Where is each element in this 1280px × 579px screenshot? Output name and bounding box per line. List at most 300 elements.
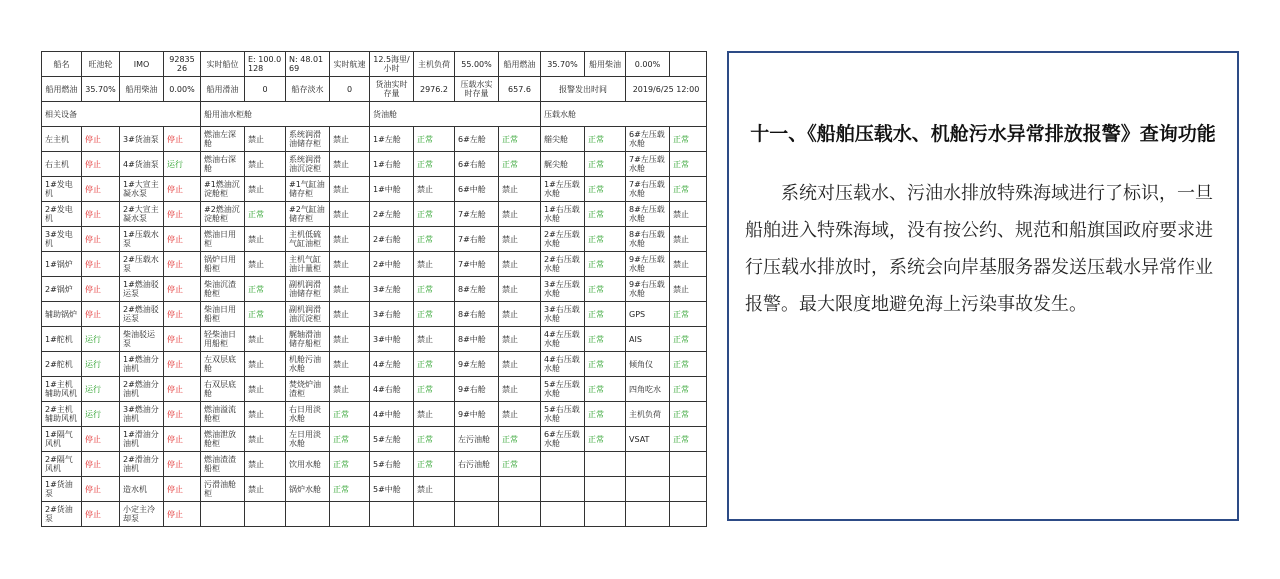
item-name-cell: 1#隔气风机 — [42, 427, 82, 452]
item-name-cell: 9#左压载水舱 — [626, 252, 670, 277]
status-cell: 禁止 — [499, 352, 541, 377]
status-cell: 禁止 — [670, 252, 707, 277]
status-cell: 停止 — [164, 377, 201, 402]
item-name-cell: AIS — [626, 327, 670, 352]
item-name-cell: 4#右压载水舱 — [541, 352, 585, 377]
status-cell: 禁止 — [499, 302, 541, 327]
header-cell: 船用燃油 — [499, 52, 541, 77]
table-row — [42, 402, 707, 427]
item-name-cell: #2燃油沉淀舱柜 — [201, 202, 245, 227]
item-name-cell: 造水机 — [120, 477, 164, 502]
header-row — [42, 52, 707, 77]
section-header-row — [42, 102, 707, 127]
status-cell: 正常 — [670, 327, 707, 352]
item-name-cell: 1#锅炉 — [42, 252, 82, 277]
item-name-cell: 7#中舱 — [455, 252, 499, 277]
ship-status-table — [41, 51, 707, 527]
item-name-cell: 7#右压载水舱 — [626, 177, 670, 202]
item-name-cell: 3#中舱 — [370, 327, 414, 352]
table-row — [42, 302, 707, 327]
status-cell: 正常 — [499, 427, 541, 452]
status-cell: 停止 — [164, 402, 201, 427]
item-name-cell: 1#燃油驳运泵 — [120, 277, 164, 302]
status-cell: 禁止 — [330, 252, 370, 277]
item-name-cell: 4#左舱 — [370, 352, 414, 377]
item-name-cell — [626, 452, 670, 477]
status-cell: 禁止 — [414, 477, 455, 502]
status-cell: 停止 — [164, 177, 201, 202]
ship-status-table-container — [41, 51, 706, 527]
status-cell: 运行 — [82, 402, 120, 427]
header-cell: 船用燃油 — [42, 77, 82, 102]
item-name-cell: 2#压载水泵 — [120, 252, 164, 277]
status-cell: 正常 — [499, 127, 541, 152]
status-cell — [330, 502, 370, 527]
status-cell: 禁止 — [414, 402, 455, 427]
item-name-cell: #1气缸油储存柜 — [286, 177, 330, 202]
item-name-cell: 左污油舱 — [455, 427, 499, 452]
item-name-cell: 2#燃油分油机 — [120, 377, 164, 402]
item-name-cell: 污滑油舱柜 — [201, 477, 245, 502]
item-name-cell: 左日用淡水舱 — [286, 427, 330, 452]
item-name-cell: 柴油驳运泵 — [120, 327, 164, 352]
item-name-cell: 1#货油泵 — [42, 477, 82, 502]
status-cell: 停止 — [82, 477, 120, 502]
status-cell: 停止 — [164, 227, 201, 252]
status-cell: 正常 — [670, 302, 707, 327]
item-name-cell: 柴油日用船柜 — [201, 302, 245, 327]
status-cell: 正常 — [670, 152, 707, 177]
item-name-cell — [370, 502, 414, 527]
table-row — [42, 277, 707, 302]
item-name-cell: 1#发电机 — [42, 177, 82, 202]
item-name-cell: 燃油日用柜 — [201, 227, 245, 252]
status-cell: 禁止 — [670, 227, 707, 252]
section-header: 货油舱 — [370, 102, 541, 127]
item-name-cell: 8#左压载水舱 — [626, 202, 670, 227]
item-name-cell: 7#左舱 — [455, 202, 499, 227]
status-cell: 禁止 — [499, 202, 541, 227]
item-name-cell: 5#左压载水舱 — [541, 377, 585, 402]
status-cell: 正常 — [585, 177, 626, 202]
status-cell: 禁止 — [499, 177, 541, 202]
status-cell — [499, 477, 541, 502]
item-name-cell: 5#中舱 — [370, 477, 414, 502]
item-name-cell: 1#左舱 — [370, 127, 414, 152]
status-cell: 正常 — [585, 202, 626, 227]
item-name-cell: 右日用淡水舱 — [286, 402, 330, 427]
header-cell — [670, 52, 707, 77]
item-name-cell: 焚烧炉油渣柜 — [286, 377, 330, 402]
item-name-cell: 3#右压载水舱 — [541, 302, 585, 327]
status-cell: 正常 — [414, 127, 455, 152]
status-cell: 正常 — [585, 427, 626, 452]
status-cell: 正常 — [245, 302, 286, 327]
item-name-cell — [541, 452, 585, 477]
item-name-cell: 轻柴油日用船柜 — [201, 327, 245, 352]
item-name-cell: 2#锅炉 — [42, 277, 82, 302]
status-cell — [670, 502, 707, 527]
status-cell: 停止 — [82, 152, 120, 177]
status-cell: 正常 — [330, 402, 370, 427]
status-cell: 正常 — [414, 227, 455, 252]
status-cell: 停止 — [164, 427, 201, 452]
header-cell: 12.5海里/小时 — [370, 52, 414, 77]
status-cell: 禁止 — [245, 127, 286, 152]
item-name-cell: 9#左舱 — [455, 352, 499, 377]
item-name-cell: 艉尖舱 — [541, 152, 585, 177]
status-cell: 停止 — [164, 327, 201, 352]
item-name-cell: 8#右舱 — [455, 302, 499, 327]
status-cell: 正常 — [414, 202, 455, 227]
status-cell: 正常 — [499, 152, 541, 177]
status-cell: 正常 — [670, 377, 707, 402]
item-name-cell: 机舱污油水舱 — [286, 352, 330, 377]
status-cell: 禁止 — [499, 402, 541, 427]
item-name-cell: 4#右舱 — [370, 377, 414, 402]
header-cell: 0.00% — [626, 52, 670, 77]
status-cell: 停止 — [164, 277, 201, 302]
status-cell: 停止 — [164, 127, 201, 152]
item-name-cell: 2#燃油驳运泵 — [120, 302, 164, 327]
table-row — [42, 327, 707, 352]
header-cell: 35.70% — [541, 52, 585, 77]
item-name-cell: 3#左压载水舱 — [541, 277, 585, 302]
item-name-cell: 辅助锅炉 — [42, 302, 82, 327]
item-name-cell: 四角吃水 — [626, 377, 670, 402]
item-name-cell: 燃油左深舱 — [201, 127, 245, 152]
item-name-cell: 燃油渣渣船柜 — [201, 452, 245, 477]
status-cell: 禁止 — [330, 327, 370, 352]
item-name-cell — [626, 502, 670, 527]
item-name-cell: 锅炉水舱 — [286, 477, 330, 502]
status-cell: 禁止 — [245, 327, 286, 352]
section-header: 压载水舱 — [541, 102, 707, 127]
header-cell: 船名 — [42, 52, 82, 77]
status-cell: 禁止 — [499, 227, 541, 252]
status-cell: 停止 — [82, 302, 120, 327]
status-cell: 正常 — [585, 252, 626, 277]
status-cell — [585, 477, 626, 502]
header-cell: 0 — [330, 77, 370, 102]
header-cell: 657.6 — [499, 77, 541, 102]
table-row — [42, 227, 707, 252]
status-cell: 正常 — [670, 127, 707, 152]
item-name-cell: #2气缸油储存柜 — [286, 202, 330, 227]
header-cell: 35.70% — [82, 77, 120, 102]
status-cell: 禁止 — [245, 252, 286, 277]
status-cell: 禁止 — [245, 377, 286, 402]
item-name-cell: 1#燃油分油机 — [120, 352, 164, 377]
item-name-cell: 2#右舱 — [370, 227, 414, 252]
item-name-cell — [455, 477, 499, 502]
item-name-cell: 2#隔气风机 — [42, 452, 82, 477]
item-name-cell: 7#右舱 — [455, 227, 499, 252]
header-cell: 2976.2 — [414, 77, 455, 102]
item-name-cell — [541, 477, 585, 502]
table-row — [42, 452, 707, 477]
item-name-cell: 4#左压载水舱 — [541, 327, 585, 352]
status-cell: 禁止 — [245, 227, 286, 252]
item-name-cell: 2#右压载水舱 — [541, 252, 585, 277]
table-row — [42, 177, 707, 202]
status-cell: 正常 — [414, 302, 455, 327]
item-name-cell: 燃油溢流舱柜 — [201, 402, 245, 427]
header-cell: 船存淡水 — [286, 77, 330, 102]
item-name-cell: 倾角仪 — [626, 352, 670, 377]
item-name-cell: 系统润滑油储存柜 — [286, 127, 330, 152]
status-cell: 运行 — [82, 352, 120, 377]
table-row — [42, 252, 707, 277]
item-name-cell: 系统润滑油沉淀柜 — [286, 152, 330, 177]
item-name-cell: 6#左压载水舱 — [626, 127, 670, 152]
item-name-cell: 柴油沉渣舱柜 — [201, 277, 245, 302]
item-name-cell: 主机负荷 — [626, 402, 670, 427]
item-name-cell: 2#大宣主凝水泵 — [120, 202, 164, 227]
item-name-cell: 3#货油泵 — [120, 127, 164, 152]
item-name-cell: 2#左舱 — [370, 202, 414, 227]
panel-description: 系统对压载水、污油水排放特殊海域进行了标识，一旦船舶进入特殊海域，没有按公约、规范和船旗国政府要求进行压载水排放时，系统会向岸基服务器发送压载水异常作业报警。最大限度地避免海上污染事故发生。 — [745, 183, 1213, 315]
item-name-cell: 2#舵机 — [42, 352, 82, 377]
status-cell: 正常 — [414, 377, 455, 402]
item-name-cell: 2#主机辅助风机 — [42, 402, 82, 427]
status-cell: 禁止 — [245, 177, 286, 202]
header-cell: 货油实时存量 — [370, 77, 414, 102]
status-cell: 运行 — [164, 152, 201, 177]
header-cell: IMO — [120, 52, 164, 77]
item-name-cell: 1#压载水泵 — [120, 227, 164, 252]
item-name-cell: #1燃油沉淀舱柜 — [201, 177, 245, 202]
feature-description-panel — [727, 51, 1239, 521]
item-name-cell: 2#货油泵 — [42, 502, 82, 527]
item-name-cell: 3#左舱 — [370, 277, 414, 302]
item-name-cell: 8#右压载水舱 — [626, 227, 670, 252]
item-name-cell: 主机低硫气缸油柜 — [286, 227, 330, 252]
item-name-cell: 左主机 — [42, 127, 82, 152]
status-cell: 停止 — [82, 502, 120, 527]
status-cell: 禁止 — [330, 377, 370, 402]
item-name-cell: 3#发电机 — [42, 227, 82, 252]
item-name-cell: 副机润滑油储存柜 — [286, 277, 330, 302]
table-row — [42, 352, 707, 377]
status-cell: 禁止 — [499, 377, 541, 402]
status-cell: 正常 — [585, 127, 626, 152]
status-cell: 禁止 — [499, 277, 541, 302]
item-name-cell: 主机气缸油计量柜 — [286, 252, 330, 277]
status-cell: 正常 — [585, 302, 626, 327]
status-cell: 正常 — [670, 177, 707, 202]
header-cell: E: 100.0128 — [245, 52, 286, 77]
item-name-cell: 1#中舱 — [370, 177, 414, 202]
item-name-cell: 1#舵机 — [42, 327, 82, 352]
header-cell: 2019/6/25 12:00 — [626, 77, 707, 102]
status-cell: 正常 — [585, 152, 626, 177]
item-name-cell: 6#中舱 — [455, 177, 499, 202]
header-cell: 船用柴油 — [585, 52, 626, 77]
item-name-cell: 5#右舱 — [370, 452, 414, 477]
status-cell: 停止 — [82, 252, 120, 277]
status-cell: 停止 — [82, 177, 120, 202]
status-cell: 停止 — [82, 277, 120, 302]
item-name-cell: 6#左压载水舱 — [541, 427, 585, 452]
table-row — [42, 377, 707, 402]
item-name-cell: 2#滑油分油机 — [120, 452, 164, 477]
item-name-cell: 锅炉日用船柜 — [201, 252, 245, 277]
status-cell: 正常 — [330, 427, 370, 452]
status-cell: 正常 — [670, 352, 707, 377]
item-name-cell: 2#中舱 — [370, 252, 414, 277]
status-cell: 禁止 — [245, 352, 286, 377]
header-cell: 船用滑油 — [201, 77, 245, 102]
header-cell: 实时船位 — [201, 52, 245, 77]
item-name-cell: 艉轴滑油储存船柜 — [286, 327, 330, 352]
status-cell: 正常 — [585, 327, 626, 352]
header-cell: 主机负荷 — [414, 52, 455, 77]
table-row — [42, 502, 707, 527]
status-cell: 禁止 — [330, 202, 370, 227]
item-name-cell: 燃油泄放舱柜 — [201, 427, 245, 452]
item-name-cell: 6#右舱 — [455, 152, 499, 177]
status-cell: 正常 — [414, 452, 455, 477]
item-name-cell: 右双层底舱 — [201, 377, 245, 402]
status-cell: 正常 — [245, 202, 286, 227]
status-cell: 停止 — [164, 302, 201, 327]
header-cell: 报警发出时间 — [541, 77, 626, 102]
item-name-cell: 3#燃油分油机 — [120, 402, 164, 427]
status-cell: 停止 — [164, 502, 201, 527]
status-cell: 禁止 — [414, 327, 455, 352]
status-cell: 禁止 — [330, 227, 370, 252]
status-cell: 停止 — [164, 252, 201, 277]
item-name-cell: 1#大宣主凝水泵 — [120, 177, 164, 202]
header-cell: N: 48.0169 — [286, 52, 330, 77]
item-name-cell: 5#右压载水舱 — [541, 402, 585, 427]
status-cell: 禁止 — [245, 402, 286, 427]
header-cell: 0.00% — [164, 77, 201, 102]
status-cell: 停止 — [164, 352, 201, 377]
item-name-cell: 右主机 — [42, 152, 82, 177]
status-cell: 禁止 — [330, 277, 370, 302]
status-cell: 禁止 — [670, 202, 707, 227]
status-cell: 正常 — [585, 227, 626, 252]
status-cell: 正常 — [414, 152, 455, 177]
item-name-cell: 7#左压载水舱 — [626, 152, 670, 177]
item-name-cell: 1#右舱 — [370, 152, 414, 177]
header-cell: 实时航速 — [330, 52, 370, 77]
item-name-cell: 右污油舱 — [455, 452, 499, 477]
status-cell — [585, 452, 626, 477]
status-cell — [670, 452, 707, 477]
status-cell: 禁止 — [330, 177, 370, 202]
item-name-cell: 1#左压载水舱 — [541, 177, 585, 202]
header-row — [42, 77, 707, 102]
section-header: 船用油水柜舱 — [201, 102, 370, 127]
status-cell: 停止 — [82, 452, 120, 477]
status-cell: 正常 — [585, 277, 626, 302]
header-cell: 旺池轮 — [82, 52, 120, 77]
status-cell: 禁止 — [499, 252, 541, 277]
header-cell: 9283526 — [164, 52, 201, 77]
status-cell: 运行 — [82, 377, 120, 402]
item-name-cell — [286, 502, 330, 527]
table-row — [42, 202, 707, 227]
status-cell: 禁止 — [245, 427, 286, 452]
header-cell: 55.00% — [455, 52, 499, 77]
status-cell: 禁止 — [245, 152, 286, 177]
section-header: 相关设备 — [42, 102, 201, 127]
table-row — [42, 152, 707, 177]
panel-title: 十一、《船舶压载水、机舱污水异常排放报警》查询功能 — [750, 123, 1216, 145]
item-name-cell: 9#右舱 — [455, 377, 499, 402]
status-cell: 正常 — [330, 452, 370, 477]
item-name-cell — [626, 477, 670, 502]
item-name-cell: 副机润滑油沉淀柜 — [286, 302, 330, 327]
item-name-cell: 4#货油泵 — [120, 152, 164, 177]
status-cell: 正常 — [330, 477, 370, 502]
item-name-cell: 6#左舱 — [455, 127, 499, 152]
status-cell: 禁止 — [245, 477, 286, 502]
status-cell: 停止 — [164, 202, 201, 227]
status-cell: 正常 — [414, 427, 455, 452]
item-name-cell: 1#主机辅助风机 — [42, 377, 82, 402]
table-row — [42, 427, 707, 452]
item-name-cell: 8#左舱 — [455, 277, 499, 302]
item-name-cell: 1#滑油分油机 — [120, 427, 164, 452]
status-cell: 正常 — [245, 277, 286, 302]
item-name-cell: VSAT — [626, 427, 670, 452]
item-name-cell: 3#右舱 — [370, 302, 414, 327]
header-cell: 0 — [245, 77, 286, 102]
status-cell: 停止 — [82, 427, 120, 452]
status-cell: 停止 — [164, 477, 201, 502]
status-cell: 禁止 — [330, 127, 370, 152]
status-cell — [414, 502, 455, 527]
item-name-cell: 饮用水舱 — [286, 452, 330, 477]
status-cell: 禁止 — [330, 152, 370, 177]
status-cell: 正常 — [585, 352, 626, 377]
item-name-cell — [201, 502, 245, 527]
item-name-cell — [455, 502, 499, 527]
status-cell — [585, 502, 626, 527]
item-name-cell: 艏尖舱 — [541, 127, 585, 152]
status-cell: 运行 — [82, 327, 120, 352]
item-name-cell: 2#左压载水舱 — [541, 227, 585, 252]
status-cell: 正常 — [585, 402, 626, 427]
table-row — [42, 477, 707, 502]
status-cell: 禁止 — [245, 452, 286, 477]
status-cell — [670, 477, 707, 502]
item-name-cell: 4#中舱 — [370, 402, 414, 427]
item-name-cell: 小定主冷却泵 — [120, 502, 164, 527]
status-cell: 停止 — [82, 202, 120, 227]
status-cell: 禁止 — [414, 252, 455, 277]
item-name-cell: 9#右压载水舱 — [626, 277, 670, 302]
status-cell: 禁止 — [499, 327, 541, 352]
item-name-cell: 左双层底舱 — [201, 352, 245, 377]
status-cell: 禁止 — [330, 302, 370, 327]
item-name-cell — [541, 502, 585, 527]
status-cell — [499, 502, 541, 527]
status-cell: 正常 — [414, 277, 455, 302]
item-name-cell: 燃油右深舱 — [201, 152, 245, 177]
status-cell: 禁止 — [330, 352, 370, 377]
table-row — [42, 127, 707, 152]
status-cell: 停止 — [164, 452, 201, 477]
status-cell: 正常 — [414, 352, 455, 377]
status-cell: 正常 — [499, 452, 541, 477]
status-cell: 正常 — [670, 402, 707, 427]
item-name-cell: GPS — [626, 302, 670, 327]
